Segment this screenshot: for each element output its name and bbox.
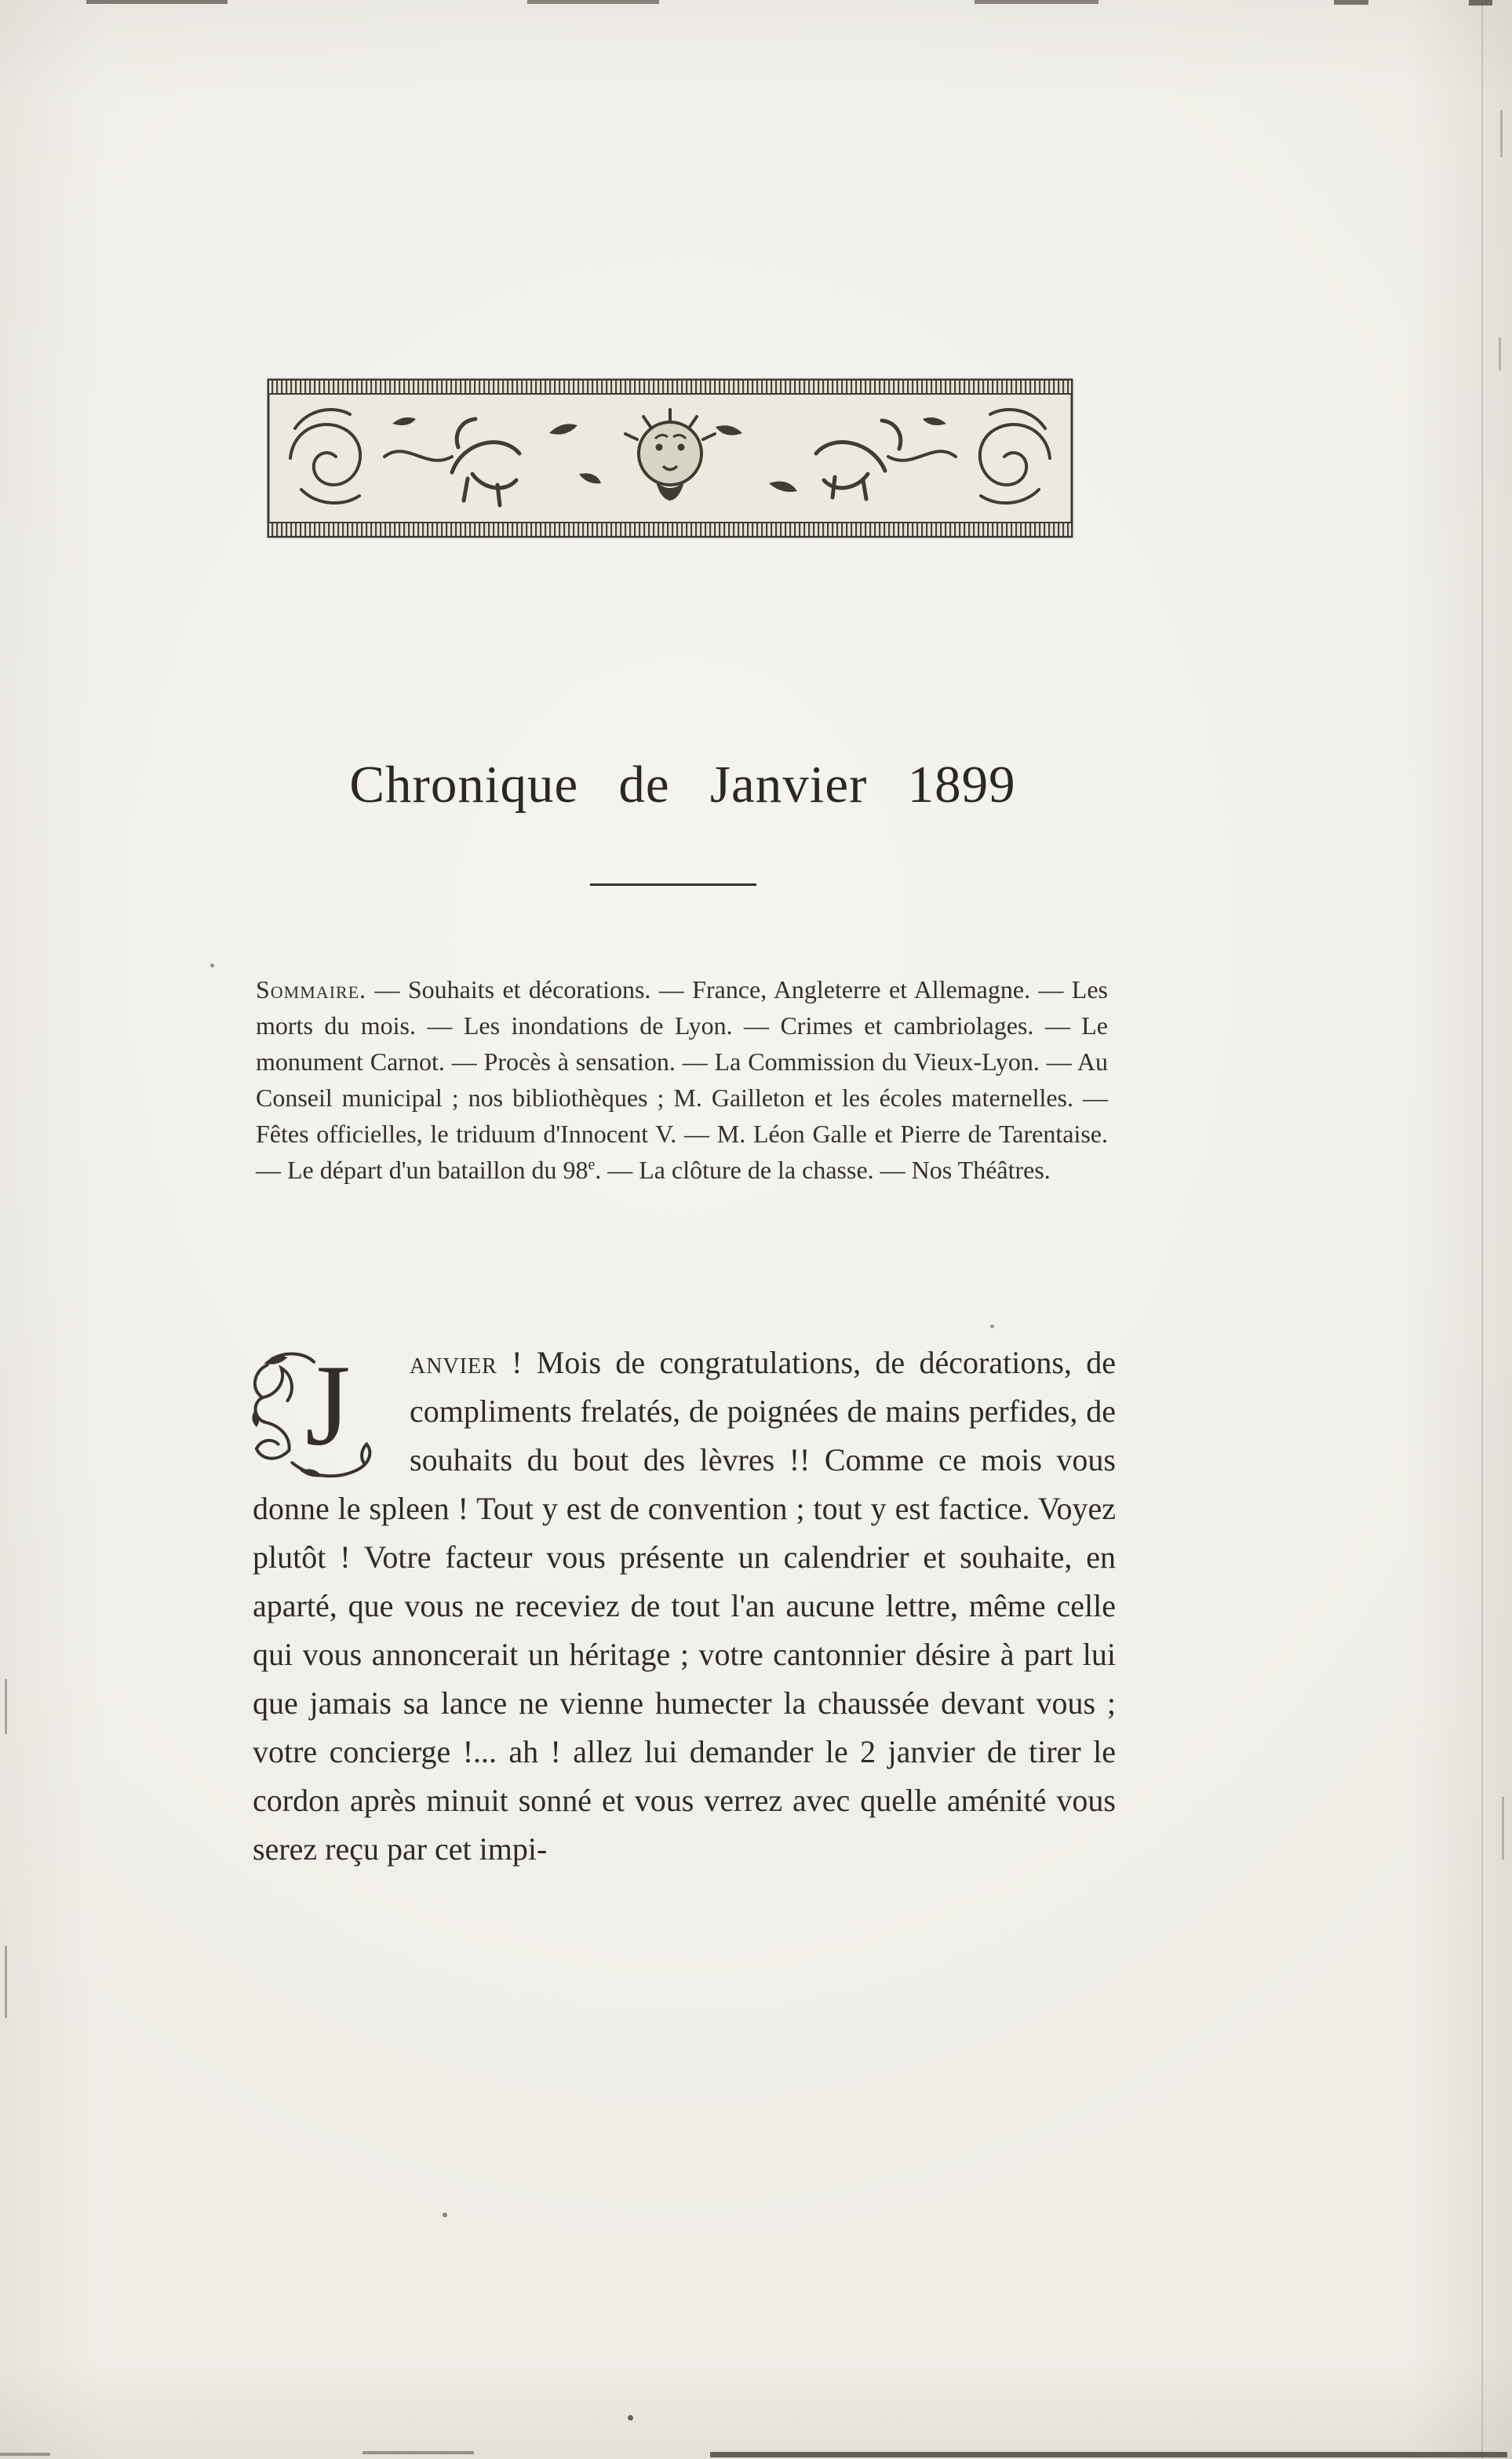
scan-artifact bbox=[710, 2452, 1507, 2457]
title-divider bbox=[590, 883, 756, 886]
scan-artifact bbox=[1500, 110, 1503, 157]
ornamental-header-engraving bbox=[267, 378, 1073, 538]
scan-artifact bbox=[86, 0, 228, 4]
scan-artifact bbox=[5, 1946, 7, 2018]
scan-artifact bbox=[975, 0, 1098, 4]
sommaire-text: — Souhaits et décorations. — France, Angleterre et Allemagne. — Les morts du mois. — Les inondations de Lyon. — Crimes et cambriolages. — Le monument Carnot. — Procès à sensation. — La Commission du Vieux-Lyon. — Au Conseil municipal ; nos bibliothèques ; M. Gailleton et les écoles maternelles. — Fêtes officielles, le triduum d'Innocent V. — M. Léon Galle et Pierre de Tarentaise. — Le départ d'un bataillon du 98 bbox=[256, 975, 1109, 1184]
scan-artifact bbox=[1502, 1797, 1504, 1860]
scan-artifact bbox=[1334, 0, 1368, 5]
page-title: Chronique de Janvier 1899 bbox=[349, 756, 1016, 814]
sommaire-text-end: . — La clôture de la chasse. — Nos Théâtres. bbox=[595, 1156, 1051, 1184]
scan-artifact bbox=[1469, 0, 1492, 5]
sommaire-label: Sommaire. bbox=[256, 975, 367, 1004]
scan-artifact bbox=[527, 0, 659, 4]
first-word-smallcaps: anvier bbox=[410, 1345, 497, 1380]
body-text: ! Mois de congratulations, de décorations, de compliments frelatés, de poignées de mains perfides, de souhaits du bout des lèvres !! Comme ce mois vous donne le spleen ! Tout y est de convention ; tout y est factice. Voyez plutôt ! Votre facteur vous présente un calendrier et souhaite, en aparté, que vous ne receviez de tout l'an aucune lettre, même celle qui vous annoncerait un héritage ; votre cantonnier désire à part lui que jamais sa lance ne vienne humecter la chaussée devant vous ; votre concierge !... ah ! allez lui demander le 2 janvier de tirer le cordon après minuit sonné et vous verrez avec quelle aménité vous serez reçu par cet impi- bbox=[253, 1345, 1116, 1867]
dropcap-flourish-graphic bbox=[245, 1345, 391, 1483]
scan-artifact bbox=[990, 1324, 994, 1328]
engraving-graphic bbox=[267, 378, 1073, 538]
scan-artifact bbox=[363, 2451, 474, 2454]
scan-artifact bbox=[443, 2213, 447, 2217]
scan-artifact bbox=[628, 2415, 633, 2421]
sommaire-paragraph bbox=[256, 971, 1108, 1188]
scan-artifact bbox=[1499, 337, 1501, 370]
body-paragraph bbox=[253, 1339, 1116, 1874]
sommaire-superscript: e bbox=[588, 1156, 596, 1174]
scan-artifact bbox=[210, 964, 214, 967]
dropcap-ornament bbox=[245, 1345, 391, 1483]
scan-artifact bbox=[5, 1679, 7, 1734]
scan-artifact bbox=[1481, 0, 1483, 2459]
scan-artifact bbox=[0, 2453, 50, 2456]
dropcap-letter: J bbox=[304, 1345, 351, 1470]
